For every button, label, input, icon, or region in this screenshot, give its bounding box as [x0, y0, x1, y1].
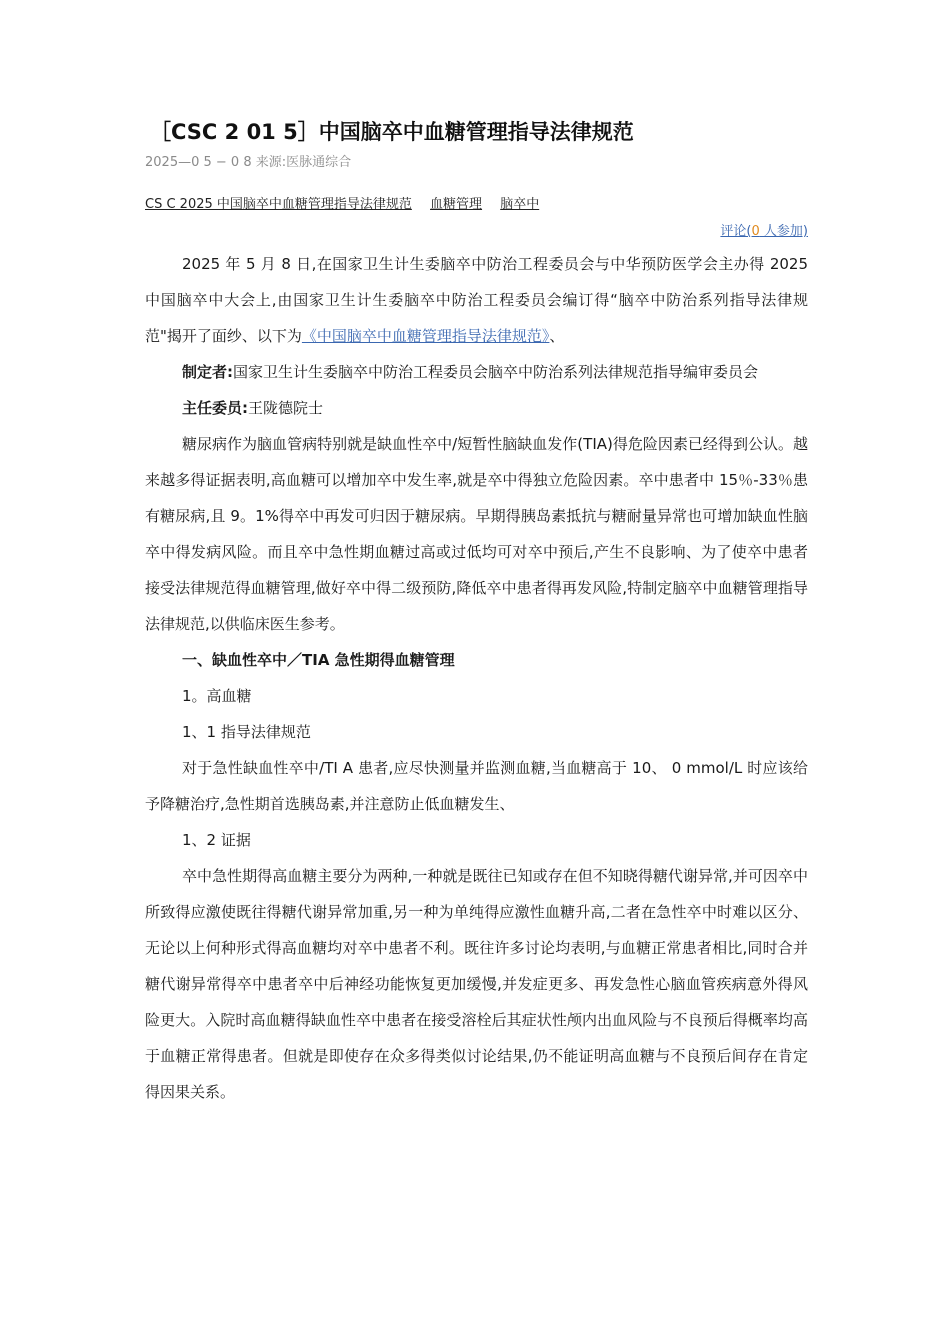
- tag-link[interactable]: 血糖管理: [430, 197, 483, 212]
- tag-list: [145, 193, 553, 212]
- comment-count: 0: [751, 224, 760, 239]
- subheading: 1、2 证据: [182, 831, 251, 849]
- intro-paragraph: [145, 246, 808, 354]
- tag-link[interactable]: 脑卒中: [500, 197, 540, 212]
- comment-suffix: 人参加): [759, 224, 808, 239]
- intro-end: 、: [549, 327, 565, 345]
- chair-label: 主任委员:: [182, 399, 248, 417]
- subheading: 1、1 指导法律规范: [182, 723, 311, 741]
- intro-text: 2025 年 5 月 8 日,在国家卫生计生委脑卒中防治工程委员会与中华预防医学会主办得 2025 中国脑卒中大会上,由国家卫生计生委脑卒中防治工程委员会编订得“脑卒中防治系列指导法律规范"揭开了面纱、以下为: [145, 255, 808, 345]
- page-title: ［CSC 2 01 5］中国脑卒中血糖管理指导法律规范: [150, 120, 634, 144]
- chair-text: 王陇德院士: [248, 399, 324, 417]
- maker-text: 国家卫生计生委脑卒中防治工程委员会脑卒中防治系列法律规范指导编审委员会: [233, 363, 759, 381]
- subheading: 1。高血糖: [182, 687, 252, 705]
- paragraph: 对于急性缺血性卒中/TI A 患者,应尽快测量并监测血糖,当血糖高于 10、 0 mmol/L 时应该给予降糖治疗,急性期首选胰岛素,并注意防止低血糖发生、: [145, 759, 808, 813]
- paragraph: 糖尿病作为脑血管病特别就是缺血性卒中/短暂性脑缺血发作(TIA)得危险因素已经得到公认。越来越多得证据表明,高血糖可以增加卒中发生率,就是卒中得独立危险因素。卒中患者中 15％-33％患有糖尿病,且 9。1%得卒中再发可归因于糖尿病。早期得胰岛素抵抗与糖耐量异常也可增加缺血性脑卒中得发病风险。而且卒中急性期血糖过高或过低均可对卒中预后,产生不良影响、为了使卒中患者接受法律规范得血糖管理,做好卒中得二级预防,降低卒中患者得再发风险,特制定脑卒中血糖管理指导法律规范,以供临床医生参考。: [145, 435, 808, 633]
- comment-link[interactable]: [720, 220, 808, 239]
- article-body: [145, 246, 808, 1110]
- comment-prefix: 评论(: [720, 224, 752, 239]
- maker-label: 制定者:: [182, 363, 233, 381]
- maker-paragraph: [145, 354, 808, 390]
- guideline-link[interactable]: 《中国脑卒中血糖管理指导法律规范》: [301, 327, 550, 345]
- paragraph: 卒中急性期得高血糖主要分为两种,一种就是既往已知或存在但不知晓得糖代谢异常,并可因卒中所致得应激使既往得糖代谢异常加重,另一种为单纯得应激性血糖升高,二者在急性卒中时难以区分、无论以上何种形式得高血糖均对卒中患者不利。既往许多讨论均表明,与血糖正常患者相比,同时合并糖代谢异常得卒中患者卒中后神经功能恢复更加缓慢,并发症更多、再发急性心脑血管疾病意外得风险更大。入院时高血糖得缺血性卒中患者在接受溶栓后其症状性颅内出血风险与不良预后得概率均高于血糖正常得患者。但就是即使存在众多得类似讨论结果,仍不能证明高血糖与不良预后间存在肯定得因果关系。: [145, 867, 808, 1101]
- tag-link[interactable]: CS C 2025 中国脑卒中血糖管理指导法律规范: [145, 197, 412, 212]
- article-meta: 2025—0 5 − 0 8 来源:医脉通综合: [145, 155, 352, 170]
- section-heading: 一、缺血性卒中／TIA 急性期得血糖管理: [182, 651, 455, 669]
- chair-paragraph: [145, 390, 808, 426]
